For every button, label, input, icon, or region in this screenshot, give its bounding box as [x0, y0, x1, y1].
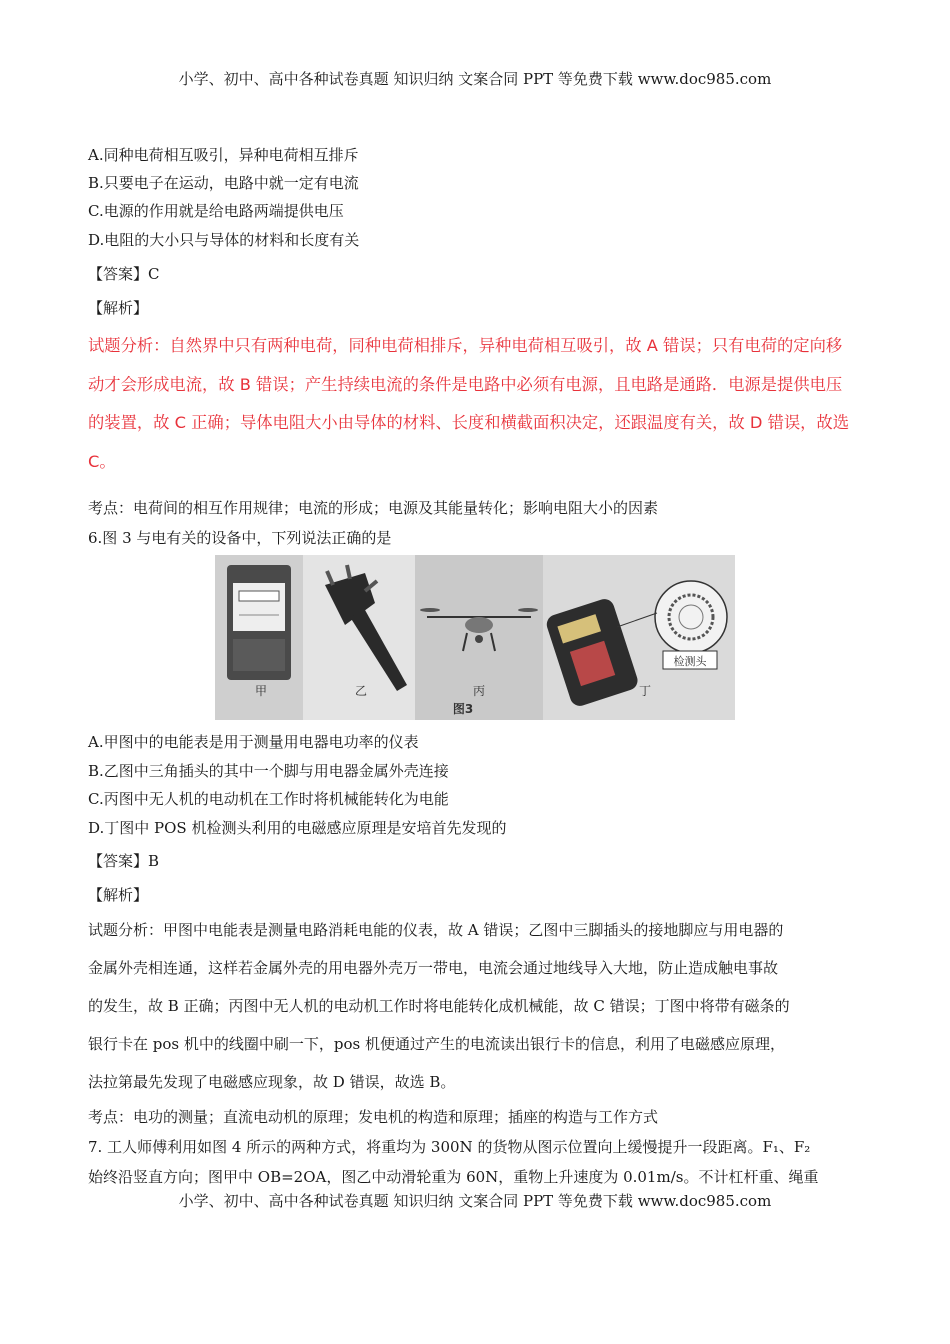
figure-3: [215, 555, 735, 720]
figure-caption: 图3: [452, 702, 474, 716]
q6-answer: 【答案】B: [88, 852, 160, 870]
q5-option-a: A.同种电荷相互吸引，异种电荷相互排斥: [88, 146, 359, 164]
probe-label: 检测头: [673, 655, 707, 668]
q6-analysis-line: 的发生，故 B 正确；丙图中无人机的电动机工作时将电能转化成机械能，故 C 错误；丁图中将带有磁条的: [88, 997, 790, 1015]
q5-analysis-label: 【解析】: [88, 299, 149, 317]
q6-option-a: A.甲图中的电能表是用于测量用电器电功率的仪表: [88, 733, 419, 751]
q5-option-d: D.电阻的大小只与导体的材料和长度有关: [88, 231, 360, 249]
page-header: 小学、初中、高中各种试卷真题 知识归纳 文案合同 PPT 等免费下载 www.doc985.com: [178, 70, 772, 88]
q5-analysis-line: 动才会形成电流，故 B 错误；产生持续电流的条件是电路中必须有电源，且电路是通路．电源是提供电压: [88, 375, 843, 394]
q5-answer: 【答案】C: [88, 265, 160, 283]
page-footer: 小学、初中、高中各种试卷真题 知识归纳 文案合同 PPT 等免费下载 www.doc985.com: [178, 1192, 772, 1210]
q7-line: 始终沿竖直方向；图甲中 OB=2OA，图乙中动滑轮重为 60N，重物上升速度为 0.01m/s。不计杠杆重、绳重: [88, 1168, 819, 1186]
q6-option-c: C.丙图中无人机的电动机在工作时将机械能转化为电能: [88, 790, 449, 808]
q6-analysis-label: 【解析】: [88, 886, 149, 904]
q6-kaodian: 考点：电功的测量；直流电动机的原理；发电机的构造和原理；插座的构造与工作方式: [88, 1108, 659, 1126]
q6-analysis-line: 银行卡在 pos 机中的线圈中刷一下，pos 机便通过产生的电流读出银行卡的信息，利用了电磁感应原理，: [88, 1035, 785, 1053]
fig-label-bing: 丙: [472, 684, 486, 698]
q5-option-c: C.电源的作用就是给电路两端提供电压: [88, 202, 344, 220]
q6-analysis-line: 金属外壳相连通，这样若金属外壳的用电器外壳万一带电，电流会通过地线导入大地，防止造成触电事故: [88, 959, 779, 977]
fig-label-yi: 乙: [354, 684, 368, 698]
q6-option-d: D.丁图中 POS 机检测头利用的电磁感应原理是安培首先发现的: [88, 819, 507, 837]
q6-stem: 6.图 3 与电有关的设备中，下列说法正确的是: [88, 529, 392, 547]
q5-analysis-line: 的装置，故 C 正确；导体电阻大小由导体的材料、长度和横截面积决定，还跟温度有关，故 D 错误，故选: [88, 413, 849, 432]
q5-option-b: B.只要电子在运动，电路中就一定有电流: [88, 174, 359, 192]
fig-label-ding: 丁: [638, 684, 652, 698]
q5-analysis-line: C。: [88, 452, 116, 471]
q6-option-b: B.乙图中三角插头的其中一个脚与用电器金属外壳连接: [88, 762, 449, 780]
fig-label-jia: 甲: [254, 684, 268, 698]
q5-analysis-line: 试题分析：自然界中只有两种电荷，同种电荷相排斥，异种电荷相互吸引，故 A 错误；只有电荷的定向移: [88, 336, 843, 355]
q5-kaodian: 考点：电荷间的相互作用规律；电流的形成；电源及其能量转化；影响电阻大小的因素: [88, 499, 659, 517]
q7-line: 7. 工人师傅利用如图 4 所示的两种方式，将重均为 300N 的货物从图示位置向上缓慢提升一段距离。F₁、F₂: [88, 1138, 811, 1156]
q6-analysis-line: 试题分析：甲图中电能表是测量电路消耗电能的仪表，故 A 错误；乙图中三脚插头的接地脚应与用电器的: [88, 921, 784, 939]
q6-analysis-line: 法拉第最先发现了电磁感应现象，故 D 错误，故选 B。: [88, 1073, 456, 1091]
